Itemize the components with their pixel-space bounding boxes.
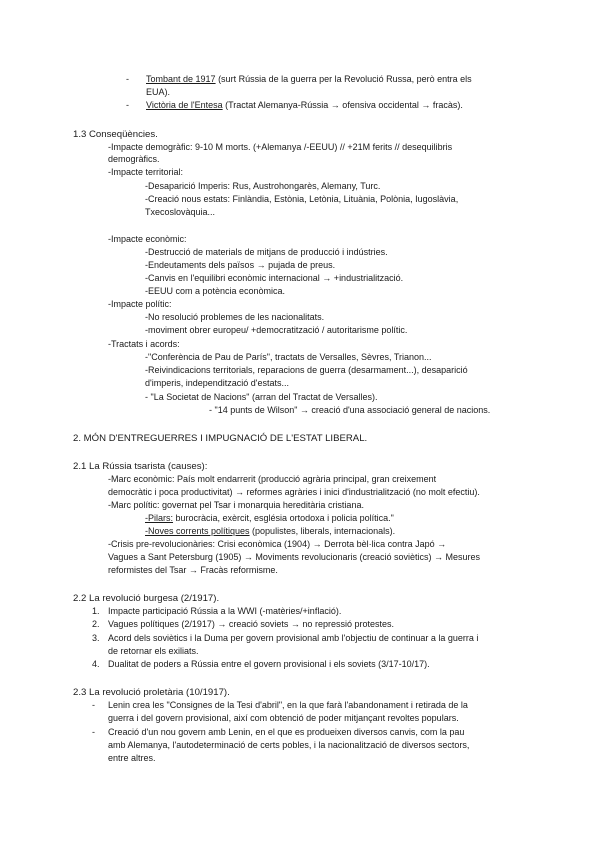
revolucio-item: Creació d'un nou govern amb Lenin, en el que es produeixen diversos canvis, com la pau [108, 727, 465, 737]
territorial-item: -Creació nous estats: Finlàndia, Estònia, Letònia, Lituània, Polònia, Iugoslàvia, [145, 194, 459, 204]
crisis-pre-revolucionaries: -Crisis pre-revolucionàries: Crisi econòmica (1904) → Derrota bèl·lica contra Japó → [108, 539, 447, 549]
list-marker: - [126, 74, 129, 84]
section-heading-2-3: 2.3 La revolució proletària (10/1917). [73, 687, 230, 698]
numbered-item: Impacte participació Rússia a la WWI (-matèries/+inflació). [108, 606, 342, 616]
numbered-item-cont: de retornar els exiliats. [108, 646, 199, 656]
noves-corrents-text: (populistes, liberals, internacionals). [249, 526, 396, 536]
tractats-item: -"Conferència de Pau de París", tractats de Versalles, Sèvres, Trianon... [145, 352, 432, 362]
list-marker: - [92, 727, 95, 737]
economic-item: -EEUU com a potència econòmica. [145, 286, 286, 296]
impacte-demografic: -Impacte demogràfic: 9-10 M morts. (+Alemanya /-EEUU) // +21M ferits // desequilibris [108, 142, 453, 152]
pilars-label: -Pilars: [145, 513, 174, 523]
revolucio-item: Lenin crea les "Consignes de la Tesi d'abril", en la que farà l'abandonament i retirada de la [108, 700, 468, 710]
list-marker: - [92, 700, 95, 710]
revolucio-item-cont: entre altres. [108, 753, 156, 763]
revolucio-item-cont: guerra i del govern provisional, així com obtenció de poder mitjançant revoltes populars. [108, 713, 459, 723]
tractats-item: -Reivindicacions territorials, reparacions de guerra (desarmament...), desaparició [145, 365, 468, 375]
pilars-item [145, 512, 394, 525]
territorial-item-cont: Txecoslovàquia... [145, 207, 216, 217]
territorial-item: -Desaparició Imperis: Rus, Austrohongarès, Alemany, Turc. [145, 181, 381, 191]
impacte-politic-label: -Impacte polític: [108, 299, 172, 309]
list-item-text: (Tractat Alemanya-Rússia → ofensiva occidental → fracàs). [222, 100, 463, 110]
economic-item: -Destrucció de materials de mitjans de producció i indústries. [145, 247, 388, 257]
marc-politic: -Marc polític: governat pel Tsar i monarquia hereditària cristiana. [108, 500, 364, 510]
list-item-text: (surt Rússia de la guerra per la Revolució Russa, però entra els [215, 74, 472, 84]
politic-item: -No resolució problemes de les nacionalitats. [145, 312, 325, 322]
section-heading-2-2: 2.2 La revolució burgesa (2/1917). [73, 593, 220, 604]
list-number: 2. [92, 619, 100, 629]
list-number: 1. [92, 606, 100, 616]
numbered-item: Acord dels soviètics i la Duma per govern provisional amb l'objectiu de continuar a la guerra i [108, 633, 479, 643]
marc-economic-cont: democràtic i poca productivitat) → reformes agràries i inici d'industrialització (no molt efectiu). [108, 487, 480, 497]
list-number: 4. [92, 659, 100, 669]
list-item-continuation: EUA). [146, 87, 171, 97]
noves-corrents-label: -Noves corrents polítiques [145, 526, 250, 536]
section-heading-2: 2. MÓN D'ENTREGUERRES I IMPUGNACIÓ DE L'ESTAT LIBERAL. [73, 433, 368, 444]
numbered-item: Dualitat de poders a Rússia entre el govern provisional i els soviets (3/17-10/17). [108, 659, 430, 669]
list-item [146, 73, 472, 86]
numbered-item: Vagues polítiques (2/1917) → creació soviets → no repressió protestes. [108, 619, 394, 629]
tractats-subitem: - "14 punts de Wilson" → creació d'una associació general de nacions. [209, 405, 491, 415]
impacte-economic-label: -Impacte econòmic: [108, 234, 187, 244]
marc-economic: -Marc econòmic: País molt endarrerit (producció agrària principal, gran creixement [108, 474, 437, 484]
tractats-item: - "La Societat de Nacions" (arran del Tractat de Versalles). [145, 392, 378, 402]
section-heading-1-3: 1.3 Conseqüències. [73, 129, 158, 140]
tractats-label: -Tractats i acords: [108, 339, 180, 349]
politic-item: -moviment obrer europeu/ +democratització / autoritarisme polític. [145, 325, 408, 335]
impacte-demografic-cont: demogràfics. [108, 154, 160, 164]
noves-corrents-item [145, 525, 395, 538]
victoria-entesa-label: Victòria de l'Entesa [146, 100, 223, 110]
impacte-territorial-label: -Impacte territorial: [108, 167, 184, 177]
crisis-cont: Vagues a Sant Petersburg (1905) → Moviments revolucionaris (creació soviètics) → Mesures [108, 552, 480, 562]
revolucio-item-cont: amb Alemanya, l'autodeterminació de certs pobles, i la nacionalització de diversos sectors, [108, 740, 470, 750]
list-marker: - [126, 100, 129, 110]
list-item [146, 99, 463, 112]
pilars-text: burocràcia, exèrcit, església ortodoxa i policia política." [173, 513, 394, 523]
economic-item: -Canvis en l'equilibri econòmic internacional → +industrialització. [145, 273, 404, 283]
tractats-item-cont: d'imperis, independització d'estats... [145, 378, 290, 388]
economic-item: -Endeutaments dels països → pujada de preus. [145, 260, 336, 270]
tombant-1917-label: Tombant de 1917 [146, 74, 216, 84]
list-number: 3. [92, 633, 100, 643]
section-heading-2-1: 2.1 La Rússia tsarista (causes): [73, 461, 208, 472]
crisis-cont: reformistes del Tsar → Fracàs reformisme. [108, 565, 278, 575]
